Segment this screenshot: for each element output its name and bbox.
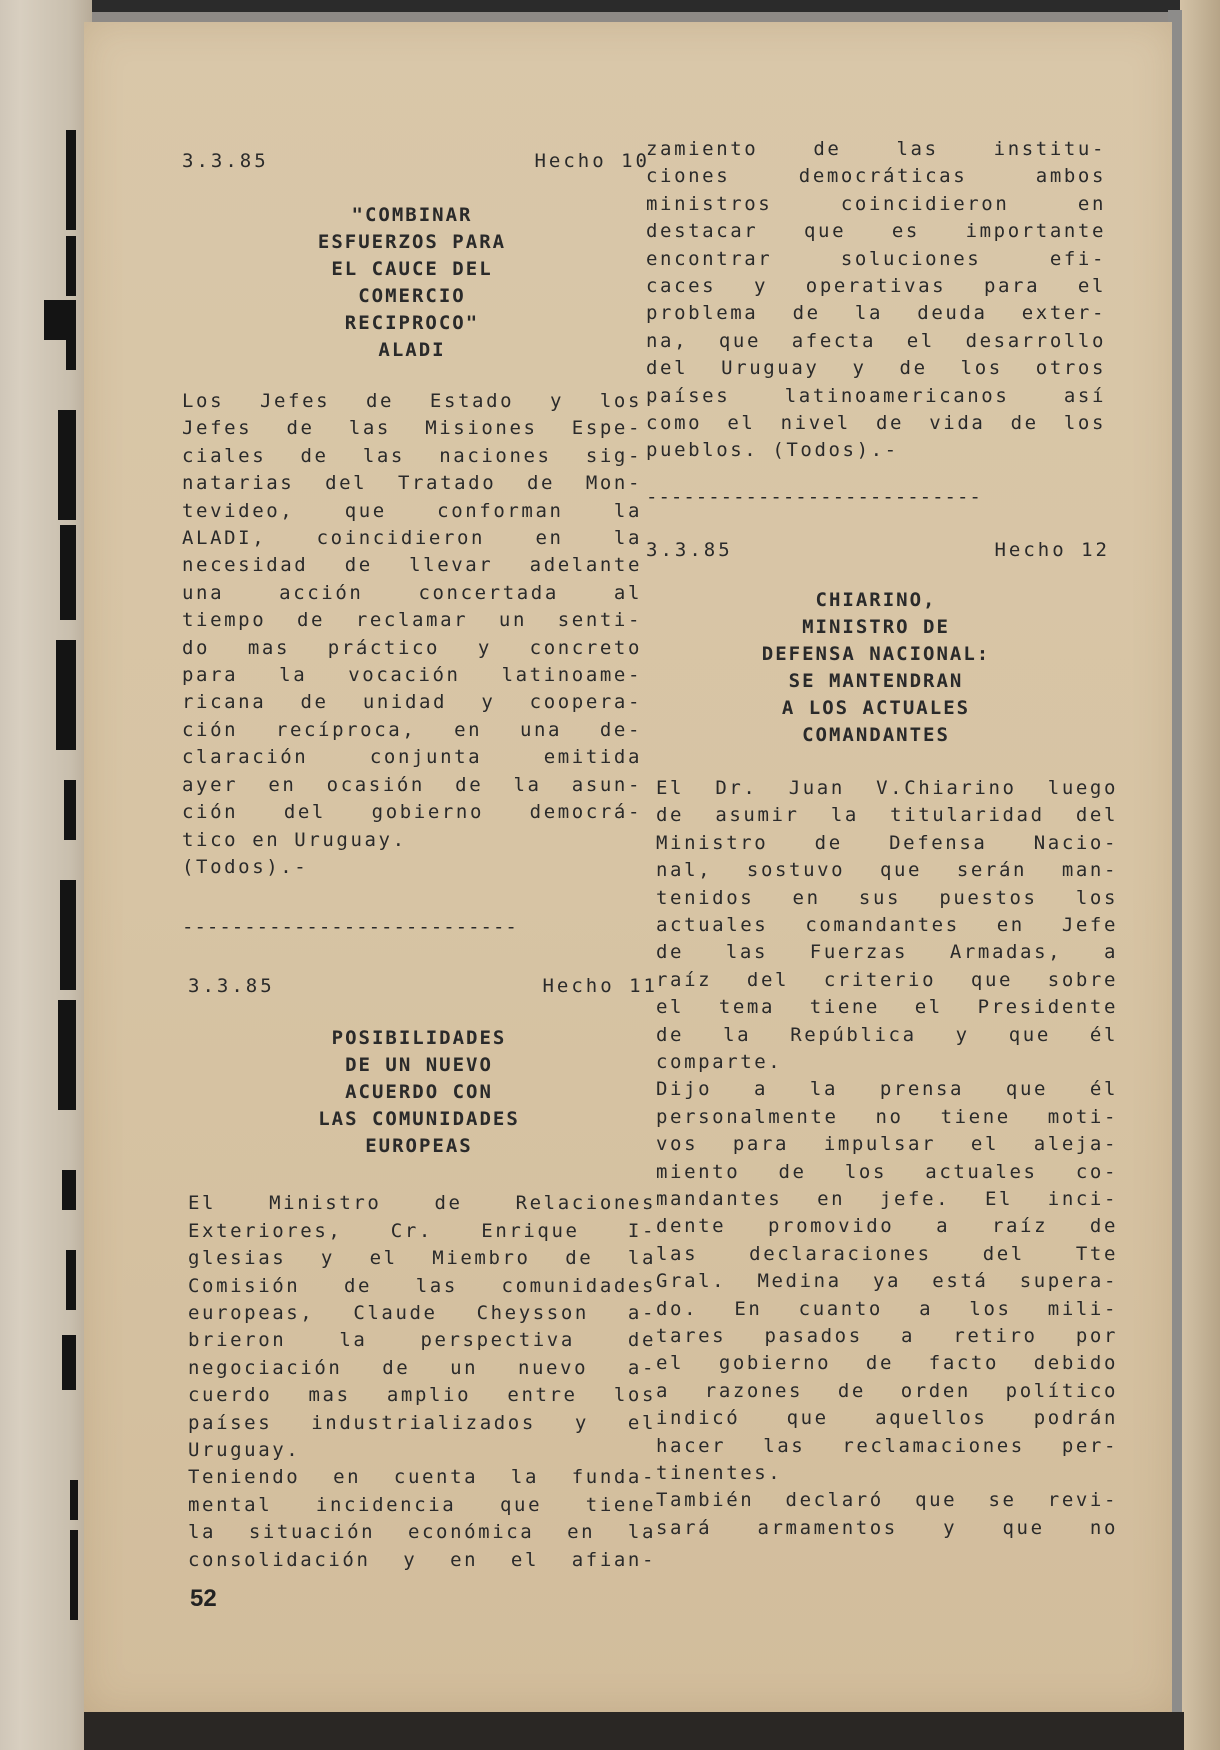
headline-line: A LOS ACTUALES bbox=[781, 696, 971, 719]
article-header bbox=[646, 535, 1110, 565]
body-line: necesidad de llevar adelante bbox=[182, 554, 642, 577]
binding-mark bbox=[58, 410, 76, 520]
body-line: ALADI, coincidieron en la bbox=[182, 527, 642, 550]
body-line: tico en Uruguay. bbox=[182, 828, 407, 851]
headline-line: "COMBINAR bbox=[351, 204, 473, 226]
article-headline bbox=[182, 202, 642, 364]
body-line: a razones de orden político bbox=[656, 1379, 1118, 1402]
body-line: tiempo de reclamar un senti- bbox=[182, 609, 642, 632]
body-line: glesias y el Miembro de la bbox=[188, 1247, 656, 1270]
headline-line: LAS COMUNIDADES bbox=[318, 1108, 520, 1131]
body-line: negociación de un nuevo a- bbox=[188, 1356, 656, 1379]
body-line: de asumir la titularidad del bbox=[656, 804, 1118, 827]
body-line: el gobierno de facto debido bbox=[656, 1352, 1118, 1375]
body-line: países industrializados y el bbox=[188, 1411, 656, 1434]
binding-mark bbox=[66, 236, 76, 296]
body-line: indicó que aquellos podrán bbox=[656, 1407, 1118, 1430]
article-date: 3.3.85 bbox=[646, 538, 733, 561]
right-column bbox=[646, 136, 1118, 1542]
body-line: El Ministro de Relaciones bbox=[188, 1192, 656, 1215]
body-line: miento de los actuales co- bbox=[656, 1160, 1118, 1183]
body-line: Uruguay. bbox=[188, 1438, 301, 1461]
scan-bottom-edge bbox=[84, 1712, 1184, 1750]
binding-mark bbox=[70, 1530, 78, 1620]
body-line: Teniendo en cuenta la funda- bbox=[188, 1466, 656, 1489]
body-line: El Dr. Juan V.Chiarino luego bbox=[656, 776, 1118, 799]
binding-mark bbox=[64, 780, 76, 840]
body-line: na, que afecta el desarrollo bbox=[646, 329, 1106, 352]
body-line: mandantes en jefe. El inci- bbox=[656, 1187, 1118, 1210]
article-body bbox=[656, 775, 1118, 1542]
article-header bbox=[182, 146, 650, 176]
body-line: natarias del Tratado de Mon- bbox=[182, 472, 642, 495]
binding-mark bbox=[66, 1250, 76, 1310]
article-hecho-12 bbox=[646, 535, 1118, 1542]
body-line: europeas, Claude Cheysson a- bbox=[188, 1301, 656, 1324]
body-line: tenidos en sus puestos los bbox=[656, 886, 1118, 909]
body-line: el tema tiene el Presidente bbox=[656, 996, 1118, 1019]
article-headline bbox=[646, 587, 1106, 749]
headline-line: POSIBILIDADES bbox=[331, 1027, 507, 1050]
article-label: Hecho 11 bbox=[542, 975, 658, 998]
article-body bbox=[188, 1190, 656, 1574]
article-hecho-11 bbox=[182, 971, 658, 1574]
headline-line: ESFUERZOS PARA bbox=[317, 231, 507, 253]
body-line: Comisión de las comunidades bbox=[188, 1274, 656, 1297]
binding-mark bbox=[60, 525, 76, 620]
headline-line: DE UN NUEVO bbox=[345, 1054, 493, 1077]
body-line: encontrar soluciones efi- bbox=[646, 247, 1106, 270]
article-11-continuation bbox=[646, 136, 1106, 465]
body-line: como el nivel de vida de los bbox=[646, 412, 1106, 435]
body-line: claración conjunta emitida bbox=[182, 746, 642, 769]
article-date: 3.3.85 bbox=[188, 975, 275, 998]
section-separator: --------------------------- bbox=[646, 485, 982, 508]
body-line: las declaraciones del Tte bbox=[656, 1242, 1118, 1265]
body-line: do. En cuanto a los mili- bbox=[656, 1297, 1118, 1320]
body-line: Dijo a la prensa que él bbox=[656, 1078, 1118, 1101]
section-separator: --------------------------- bbox=[182, 916, 518, 939]
body-line: (Todos).- bbox=[182, 855, 309, 878]
body-line: hacer las reclamaciones per- bbox=[656, 1434, 1118, 1457]
article-body bbox=[182, 388, 642, 881]
body-line: ciones democráticas ambos bbox=[646, 165, 1106, 188]
body-line: caces y operativas para el bbox=[646, 275, 1106, 298]
body-line: sará armamentos y que no bbox=[656, 1516, 1118, 1539]
page-number: 52 bbox=[190, 1585, 217, 1612]
scan-right-edge bbox=[1180, 0, 1220, 1750]
body-line: ciales de las naciones sig- bbox=[182, 444, 642, 467]
binding-mark bbox=[70, 1480, 78, 1520]
body-line: ministros coincidieron en bbox=[646, 192, 1106, 215]
body-line: comparte. bbox=[656, 1050, 783, 1073]
headline-line: COMANDANTES bbox=[802, 723, 950, 746]
body-line: países latinoamericanos así bbox=[646, 384, 1106, 407]
headline-line: EUROPEAS bbox=[365, 1135, 473, 1158]
body-line: Gral. Medina ya está supera- bbox=[656, 1270, 1118, 1293]
scan-top-edge bbox=[0, 0, 1220, 12]
headline-line: EL CAUCE DEL bbox=[331, 258, 493, 280]
binding-mark bbox=[56, 640, 76, 750]
body-line: pueblos. (Todos).- bbox=[646, 439, 899, 462]
body-line: mental incidencia que tiene bbox=[188, 1493, 656, 1516]
binding-mark bbox=[44, 300, 76, 340]
body-line: dente promovido a raíz de bbox=[656, 1215, 1118, 1238]
binding-mark bbox=[62, 1335, 76, 1390]
article-date: 3.3.85 bbox=[182, 150, 269, 172]
binding-mark bbox=[66, 130, 76, 230]
body-line: una acción concertada al bbox=[182, 581, 642, 604]
body-line: para la vocación latinoame- bbox=[182, 664, 642, 687]
body-line: Jefes de las Misiones Espe- bbox=[182, 417, 642, 440]
body-line: tinentes. bbox=[656, 1462, 783, 1485]
body-line: cuerdo mas amplio entre los bbox=[188, 1384, 656, 1407]
binding-mark bbox=[58, 1000, 76, 1110]
left-column bbox=[182, 146, 658, 1574]
article-header bbox=[188, 971, 658, 1001]
body-line: nal, sostuvo que serán man- bbox=[656, 859, 1118, 882]
headline-line: ACUERDO CON bbox=[345, 1081, 493, 1104]
body-line: brieron la perspectiva de bbox=[188, 1329, 656, 1352]
body-line: la situación económica en la bbox=[188, 1521, 656, 1544]
body-line: Exteriores, Cr. Enrique I- bbox=[188, 1219, 656, 1242]
body-line: del Uruguay y de los otros bbox=[646, 357, 1106, 380]
body-line: actuales comandantes en Jefe bbox=[656, 913, 1118, 936]
headline-line: MINISTRO DE bbox=[802, 615, 950, 638]
body-line: También declaró que se revi- bbox=[656, 1489, 1118, 1512]
body-line: Ministro de Defensa Nacio- bbox=[656, 831, 1118, 854]
headline-line: RECIPROCO" bbox=[344, 312, 480, 334]
article-label: Hecho 10 bbox=[534, 150, 650, 172]
binding-mark bbox=[60, 880, 76, 990]
body-line: problema de la deuda exter- bbox=[646, 302, 1106, 325]
headline-line: SE MANTENDRAN bbox=[788, 669, 964, 692]
body-line: do mas práctico y concreto bbox=[182, 636, 642, 659]
article-headline bbox=[196, 1025, 642, 1160]
body-line: destacar que es importante bbox=[646, 220, 1106, 243]
body-line: consolidación y en el afian- bbox=[188, 1548, 656, 1571]
article-label: Hecho 12 bbox=[994, 538, 1110, 561]
body-line: raíz del criterio que sobre bbox=[656, 968, 1118, 991]
body-line: ricana de unidad y coopera- bbox=[182, 691, 642, 714]
body-line: vos para impulsar el aleja- bbox=[656, 1133, 1118, 1156]
body-line: tares pasados a retiro por bbox=[656, 1325, 1118, 1347]
article-hecho-10 bbox=[182, 146, 650, 881]
body-line: zamiento de las institu- bbox=[646, 138, 1106, 160]
body-line: ción del gobierno democrá- bbox=[182, 801, 642, 824]
body-line: personalmente no tiene moti- bbox=[656, 1105, 1118, 1128]
body-line: de las Fuerzas Armadas, a bbox=[656, 941, 1118, 964]
headline-line: DEFENSA NACIONAL: bbox=[761, 642, 991, 665]
binding-mark bbox=[66, 340, 76, 370]
binding-mark bbox=[62, 1170, 76, 1210]
headline-line: COMERCIO bbox=[358, 285, 466, 307]
body-line: de la República y que él bbox=[656, 1023, 1118, 1046]
headline-line: CHIARINO, bbox=[815, 588, 937, 611]
body-line: ayer en ocasión de la asun- bbox=[182, 773, 642, 796]
headline-line: ALADI bbox=[378, 339, 446, 361]
binding-strip bbox=[0, 0, 92, 1750]
body-line: Los Jefes de Estado y los bbox=[182, 390, 642, 412]
body-line: tevideo, que conforman la bbox=[182, 499, 642, 522]
body-line: ción recíproca, en una de- bbox=[182, 718, 642, 741]
